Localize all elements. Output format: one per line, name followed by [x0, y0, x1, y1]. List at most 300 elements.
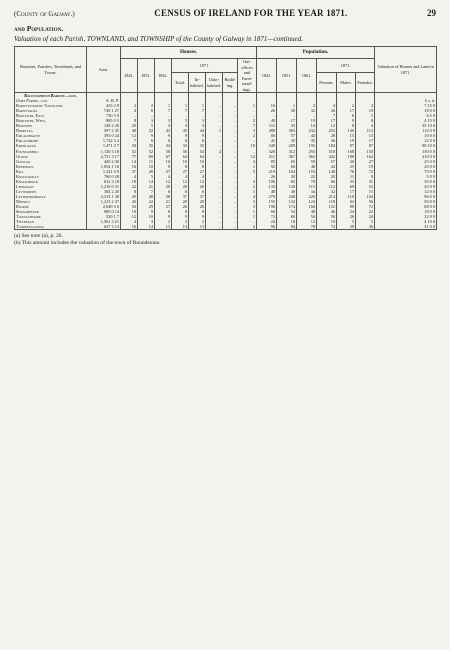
cell-p41: 288 — [257, 128, 277, 133]
cell-inh: 7 — [189, 108, 206, 113]
census-table — [14, 46, 437, 230]
col-header-building: Build-ing. — [223, 73, 238, 93]
cell-inh: 4 — [189, 174, 206, 179]
cell-build: .. — [223, 184, 238, 189]
cell-h41: 37 — [121, 169, 138, 174]
cell-out: 7 — [238, 123, 257, 128]
cell-uninh: 2 — [206, 149, 223, 154]
cell-females: 22 — [356, 209, 375, 214]
cell-h61: 3 — [155, 118, 172, 123]
cell-p41: 133 — [257, 184, 277, 189]
cell-uninh: .. — [206, 159, 223, 164]
cell-p41: 85 — [257, 159, 277, 164]
cell-p41: 92 — [257, 164, 277, 169]
cell-h41: 20 — [121, 123, 138, 128]
cell-p41: 198 — [257, 204, 277, 209]
cell-p61: 115 — [297, 184, 317, 189]
cell-name: Gowlan — [15, 159, 87, 164]
cell-h41: 22 — [121, 184, 138, 189]
cell-uninh: .. — [206, 199, 223, 204]
cell-p51: 1 — [277, 103, 297, 108]
cell-h61: 12 — [155, 179, 172, 184]
cell-total: 45 — [172, 128, 189, 133]
cell-name: Keerhaun — [15, 164, 87, 169]
cell-inh: 20 — [189, 199, 206, 204]
cell-out: 1 — [238, 164, 257, 169]
cell-h61: 27 — [155, 169, 172, 174]
cell-name: Rosroe — [15, 204, 87, 209]
cell-inh: 37 — [189, 194, 206, 199]
cell-val: 68 0 0 — [375, 204, 437, 209]
cell-p51: 174 — [277, 204, 297, 209]
cell-build: .. — [223, 113, 238, 118]
cell-males: 25 — [337, 164, 356, 169]
cell-p61: 54 — [297, 214, 317, 219]
cell-persons: 214 — [317, 194, 337, 199]
cell-uninh: .. — [206, 133, 223, 138]
col-header-houses-1871: 1871. — [172, 59, 238, 73]
cell-out: 3 — [238, 128, 257, 133]
cell-females: 72 — [356, 204, 375, 209]
cell-p51: 35 — [277, 123, 297, 128]
cell-val: 130 0 0 — [375, 149, 437, 154]
page-number: 29 — [427, 8, 436, 18]
cell-val: 30 0 0 — [375, 179, 437, 184]
cell-h61: 21 — [155, 199, 172, 204]
cell-name: Lettershanbally — [15, 194, 87, 199]
cell-build: .. — [223, 169, 238, 174]
cell-males: 8 — [337, 123, 356, 128]
cell-out: .. — [238, 149, 257, 154]
cell-females: 4 — [356, 123, 375, 128]
cell-h41: 45 — [121, 194, 138, 199]
cell-uninh: .. — [206, 123, 223, 128]
cell-area: 520 1 7 — [87, 214, 121, 219]
cell-females: 19 — [356, 108, 375, 113]
cell-p41: 270 — [257, 194, 277, 199]
col-header-total: Total. — [172, 73, 189, 93]
cell-h41: 33 — [121, 204, 138, 209]
cell-val: 70 0 0 — [375, 169, 437, 174]
cell-males: 110 — [337, 194, 356, 199]
cell-p51: 120 — [277, 184, 297, 189]
cell-inh: 8 — [189, 209, 206, 214]
cell-build: .. — [223, 174, 238, 179]
cell-p51: .. — [277, 113, 297, 118]
col-header-out-offices: Out-offices and Farm-stead-ings. — [238, 59, 257, 93]
cell-out: .. — [238, 174, 257, 179]
cell-area: 384 2 20 — [87, 189, 121, 194]
cell-area: 2,315 1 30 — [87, 194, 121, 199]
cell-p51: 18 — [277, 219, 297, 224]
cell-h41: 14 — [121, 159, 138, 164]
cell-h51: 5 — [138, 123, 155, 128]
cell-h41: 4 — [121, 174, 138, 179]
cell-build: .. — [223, 108, 238, 113]
cell-out: 5 — [238, 169, 257, 174]
cell-persons: 20 — [317, 174, 337, 179]
cell-males: 19 — [337, 138, 356, 143]
cell-males: 15 — [337, 133, 356, 138]
col-header-pop-1851: 1851. — [277, 59, 297, 93]
cell-uninh: .. — [206, 103, 223, 108]
cell-females: 72 — [356, 169, 375, 174]
cell-area: 1,471 2 7 — [87, 143, 121, 148]
cell-females: 17 — [356, 138, 375, 143]
cell-h41: 12 — [121, 214, 138, 219]
cell-females: 15 — [356, 189, 375, 194]
cell-uninh: .. — [206, 138, 223, 143]
cell-h41: 2 — [121, 103, 138, 108]
cell-h41: 77 — [121, 154, 138, 159]
cell-females: 1 — [356, 113, 375, 118]
cell-h41: 52 — [121, 149, 138, 154]
cell-area: 1,054 1 16 — [87, 164, 121, 169]
cell-build: .. — [223, 138, 238, 143]
cell-p61: 124 — [297, 199, 317, 204]
cell-name: Bunowen — [15, 123, 87, 128]
cell-p51: 164 — [277, 169, 297, 174]
cell-h41: 18 — [121, 179, 138, 184]
cell-persons: 28 — [317, 133, 337, 138]
cell-build: .. — [223, 189, 238, 194]
table-description: Valuation of each Parish, TOWNLAND, and TOWNSHIP of the County of Galway in 1871—continued. — [14, 35, 303, 43]
cell-males: 26 — [337, 214, 356, 219]
cell-males: 30 — [337, 159, 356, 164]
cell-area: 749 1 27 — [87, 108, 121, 113]
cell-build: .. — [223, 194, 238, 199]
cell-uninh: .. — [206, 189, 223, 194]
cell-uninh: .. — [206, 143, 223, 148]
cell-h51: 9 — [138, 209, 155, 214]
footnote: (a) See note (a), p. 26. — [14, 233, 63, 240]
cell-females: 31 — [356, 179, 375, 184]
cell-h61: 2 — [155, 219, 172, 224]
cell-area: 612 3 18 — [87, 179, 121, 184]
cell-females: 13 — [356, 133, 375, 138]
cell-name: Tawnaghmore — [15, 214, 87, 219]
cell-females: 5 — [356, 219, 375, 224]
cell-h51: .. — [138, 113, 155, 118]
cell-name: Derrylea — [15, 128, 87, 133]
cell-area: 1,213 2 37 — [87, 199, 121, 204]
cell-val: 18 0 0 — [375, 108, 437, 113]
cell-uninh: 1 — [206, 128, 223, 133]
cell-total: 9 — [172, 133, 189, 138]
cell-males: 80 — [337, 204, 356, 209]
cell-persons: 74 — [317, 224, 337, 230]
col-header-valuation: Valuation of Houses and Land in 1871. — [375, 47, 437, 93]
cell-p41: 111 — [257, 123, 277, 128]
cell-p41: 24 — [257, 219, 277, 224]
cell-val: 25 0 0 — [375, 159, 437, 164]
col-header-houses-1841: 1841. — [121, 59, 138, 93]
cell-name: Booleiter, West, — [15, 118, 87, 123]
cell-persons: 17 — [317, 118, 337, 123]
cell-name: Letterdeen — [15, 189, 87, 194]
cell-h51: 14 — [138, 179, 155, 184]
cell-out: .. — [238, 108, 257, 113]
cell-p41: 411 — [257, 154, 277, 159]
cell-persons: 66 — [317, 179, 337, 184]
cell-val: 45 0 0 — [375, 184, 437, 189]
cell-persons: 36 — [317, 108, 337, 113]
cell-persons: 7 — [317, 113, 337, 118]
cell-h41: 16 — [121, 164, 138, 169]
cell-persons: 12 — [317, 123, 337, 128]
cell-uninh: .. — [206, 154, 223, 159]
cell-area: 1,722 3 2 — [87, 138, 121, 143]
cell-persons: 46 — [317, 209, 337, 214]
cell-val: 50 0 0 — [375, 199, 437, 204]
cell-inh: 10 — [189, 159, 206, 164]
cell-h41: 8 — [121, 189, 138, 194]
cell-uninh: .. — [206, 219, 223, 224]
cell-build: .. — [223, 159, 238, 164]
cell-area: 900 0 14 — [87, 209, 121, 214]
cell-p41: 60 — [257, 209, 277, 214]
cell-p41: .. — [257, 113, 277, 118]
cell-name: Errislanan — [15, 143, 87, 148]
cell-name: Tooreenacoona — [15, 224, 87, 230]
cell-name: Emlaghdauve — [15, 133, 87, 138]
cell-out: 12 — [238, 154, 257, 159]
cell-h41: 16 — [121, 224, 138, 230]
cell-build: .. — [223, 154, 238, 159]
cell-males: 6 — [337, 113, 356, 118]
cell-females: 150 — [356, 149, 375, 154]
cell-h61: 34 — [155, 143, 172, 148]
cell-p51: 84 — [277, 224, 297, 230]
cell-uninh: .. — [206, 224, 223, 230]
cell-build: .. — [223, 164, 238, 169]
cell-inh: .. — [189, 113, 206, 118]
cell-males: 97 — [337, 143, 356, 148]
cell-persons: 342 — [317, 154, 337, 159]
cell-males: 2 — [337, 103, 356, 108]
cell-females: 27 — [356, 159, 375, 164]
cell-out: 1 — [238, 214, 257, 219]
cell-h61: 27 — [155, 204, 172, 209]
cell-h61: 8 — [155, 209, 172, 214]
cell-females: 87 — [356, 143, 375, 148]
cell-area: 1,321 0 8 — [87, 169, 121, 174]
cell-build: .. — [223, 123, 238, 128]
cell-build: .. — [223, 133, 238, 138]
cell-p61: 14 — [297, 123, 317, 128]
cell-out: 1 — [238, 209, 257, 214]
cell-build: .. — [223, 224, 238, 230]
cell-total: 6 — [172, 138, 189, 143]
cell-p51: 303 — [277, 128, 297, 133]
cell-area: 760 0 28 — [87, 174, 121, 179]
cell-inh: 9 — [189, 133, 206, 138]
cell-females: 104 — [356, 194, 375, 199]
cell-build: .. — [223, 199, 238, 204]
cell-val: 12 0 0 — [375, 138, 437, 143]
cell-val: 4 15 0 — [375, 118, 437, 123]
cell-p61: 160 — [297, 204, 317, 209]
cell-build: .. — [223, 128, 238, 133]
cell-persons: 32 — [317, 189, 337, 194]
cell-persons: 112 — [317, 184, 337, 189]
cell-total: 9 — [172, 214, 189, 219]
cell-persons: 50 — [317, 214, 337, 219]
cell-build: .. — [223, 204, 238, 209]
cell-p61: 232 — [297, 128, 317, 133]
cell-p41: 340 — [257, 143, 277, 148]
cell-val: 12 0 0 — [375, 189, 437, 194]
cell-h41: 4 — [121, 219, 138, 224]
cell-persons: 118 — [317, 199, 337, 204]
cell-p41: 49 — [257, 118, 277, 123]
section-title: and Population. — [14, 24, 64, 33]
cell-name: Ballynahinch Barony—con. — [15, 93, 87, 99]
cell-p61: 59 — [297, 159, 317, 164]
cell-name: Moyrus — [15, 199, 87, 204]
cell-inh: 8 — [189, 164, 206, 169]
cell-h51: 40 — [138, 194, 155, 199]
cell-val: 6 5 0 — [375, 113, 437, 118]
cell-uninh: .. — [206, 179, 223, 184]
cell-inh: 44 — [189, 128, 206, 133]
cell-p51: 367 — [277, 154, 297, 159]
cell-p51: 60 — [277, 164, 297, 169]
cell-val: 35 10 0 — [375, 123, 437, 128]
col-header-inhabited: In-habited. — [189, 73, 206, 93]
cell-area: 433 2 8 — [87, 103, 121, 108]
cell-uninh: .. — [206, 113, 223, 118]
cell-females: 56 — [356, 199, 375, 204]
cell-h51: 28 — [138, 169, 155, 174]
cell-females: 162 — [356, 154, 375, 159]
cell-name: Shanaheever — [15, 209, 87, 214]
cell-h51: 6 — [138, 108, 155, 113]
cell-h61: 3 — [155, 123, 172, 128]
cell-h61: .. — [155, 113, 172, 118]
col-header-uninhabited: Unin-habited. — [206, 73, 223, 93]
cell-val: 31 0 0 — [375, 224, 437, 230]
cell-females: 2 — [356, 103, 375, 108]
cell-total: 56 — [172, 149, 189, 154]
cell-area: 420 2 30 — [87, 159, 121, 164]
cell-area: 2,040 3 6 — [87, 204, 121, 209]
cell-inh: 3 — [189, 123, 206, 128]
cell-h61: 10 — [155, 159, 172, 164]
cell-out: 4 — [238, 159, 257, 164]
cell-p51: 209 — [277, 143, 297, 148]
county-label: (County of Galway.) — [14, 10, 75, 18]
cell-out: 2 — [238, 184, 257, 189]
col-header-population: Population. — [257, 47, 375, 59]
cell-total: .. — [172, 113, 189, 118]
cell-uninh: .. — [206, 214, 223, 219]
cell-h51: 11 — [138, 159, 155, 164]
cell-p51: 30 — [277, 108, 297, 113]
cell-total: 8 — [172, 209, 189, 214]
cell-area: A. R. P. — [87, 98, 121, 103]
cell-p61: 22 — [297, 174, 317, 179]
cell-h61: 38 — [155, 194, 172, 199]
cell-p61: 78 — [297, 224, 317, 230]
footnote: (b) This amount includes the valuation of the town of Roundstone. — [14, 240, 161, 247]
cell-name: Knockbrack — [15, 179, 87, 184]
cell-total: 37 — [172, 194, 189, 199]
cell-name: Knockavally — [15, 174, 87, 179]
cell-uninh: .. — [206, 174, 223, 179]
cell-inh: 13 — [189, 224, 206, 230]
col-header-houses: Houses. — [121, 47, 257, 59]
cell-p61: 32 — [297, 108, 317, 113]
cell-persons: 10 — [317, 219, 337, 224]
cell-area: 730 3 0 — [87, 113, 121, 118]
cell-name: Kill — [15, 169, 87, 174]
cell-out: 4 — [238, 194, 257, 199]
cell-uninh: .. — [206, 194, 223, 199]
cell-p61: 363 — [297, 154, 317, 159]
cell-males: 140 — [337, 128, 356, 133]
cell-out: 10 — [238, 143, 257, 148]
cell-inh: 1 — [189, 103, 206, 108]
cell-h51: 2 — [138, 103, 155, 108]
cell-out: 5 — [238, 204, 257, 209]
cell-total: 20 — [172, 199, 189, 204]
cell-p61: 12 — [297, 219, 317, 224]
cell-females: 112 — [356, 128, 375, 133]
cell-persons: 184 — [317, 143, 337, 148]
cell-area: 128 2 20 — [87, 123, 121, 128]
cell-name: Fountainhill — [15, 149, 87, 154]
cell-p51: 17 — [277, 118, 297, 123]
cell-p41: 26 — [257, 174, 277, 179]
cell-p61: 44 — [297, 133, 317, 138]
cell-h41: 8 — [121, 118, 138, 123]
cell-males: 180 — [337, 154, 356, 159]
cell-h51: 22 — [138, 199, 155, 204]
cell-h61: 9 — [155, 214, 172, 219]
cell-inh: 6 — [189, 189, 206, 194]
cell-h51: 7 — [138, 189, 155, 194]
cell-p41: 48 — [257, 189, 277, 194]
cell-out: .. — [238, 138, 257, 143]
cell-out: 1 — [238, 189, 257, 194]
cell-p41: 155 — [257, 199, 277, 204]
cell-val: 10 0 0 — [375, 133, 437, 138]
cell-p61: 48 — [297, 164, 317, 169]
cell-h51: 52 — [138, 128, 155, 133]
cell-males: 76 — [337, 169, 356, 174]
cell-build: .. — [223, 118, 238, 123]
cell-name: Barnyvalda — [15, 108, 87, 113]
cell-build: .. — [223, 219, 238, 224]
cell-out: 2 — [238, 224, 257, 230]
cell-inh: 12 — [189, 179, 206, 184]
cell-h61: 9 — [155, 133, 172, 138]
cell-p51: 54 — [277, 209, 297, 214]
cell-h61: 9 — [155, 164, 172, 169]
cell-p41: 72 — [257, 214, 277, 219]
cell-build: .. — [223, 143, 238, 148]
cell-val: 112 0 0 — [375, 128, 437, 133]
cell-p41: 328 — [257, 149, 277, 154]
cell-males: 11 — [337, 174, 356, 179]
cell-p61: 153 — [297, 169, 317, 174]
col-header-pop-1841: 1841. — [257, 59, 277, 93]
cell-females: 24 — [356, 214, 375, 219]
cell-name: Emlaghmore — [15, 138, 87, 143]
cell-build: .. — [223, 214, 238, 219]
cell-h51: 3 — [138, 118, 155, 123]
